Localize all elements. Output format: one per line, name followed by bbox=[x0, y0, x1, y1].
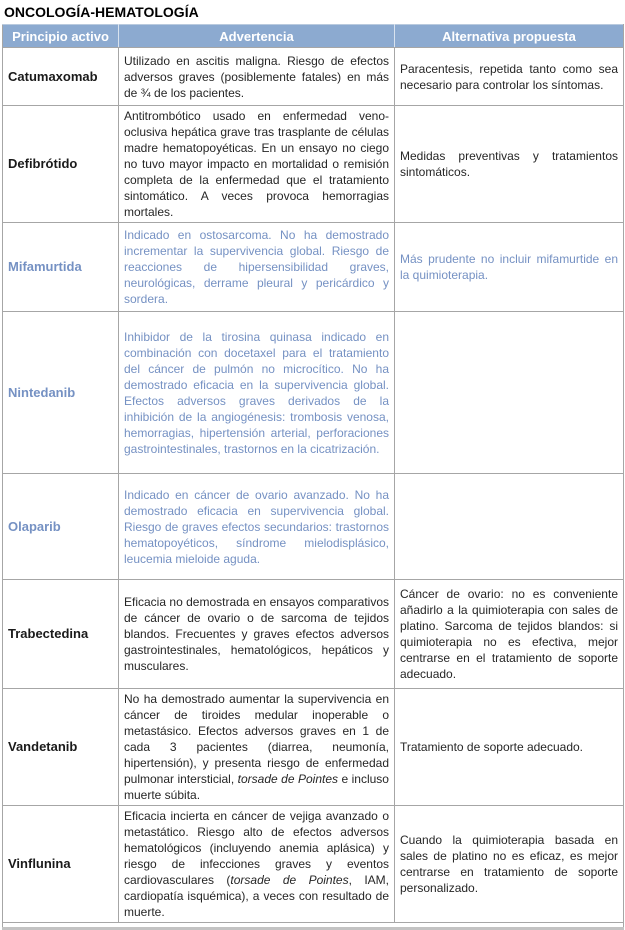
drug-warnings-table bbox=[2, 24, 624, 930]
warning-cell bbox=[119, 474, 395, 580]
warning-text-italic: torsade de Pointes bbox=[230, 873, 349, 887]
alternative-cell bbox=[395, 474, 624, 580]
table-row bbox=[3, 106, 624, 223]
drug-name-cell: Vandetanib bbox=[3, 689, 119, 806]
warning-cell bbox=[119, 106, 395, 223]
table-bottom-border bbox=[3, 923, 624, 929]
alternative-cell: Más prudente no incluir mifamurtide en la quimioterapia. bbox=[395, 223, 624, 312]
table-row bbox=[3, 806, 624, 923]
table-row bbox=[3, 580, 624, 689]
warning-text: Inhibidor de la tirosina quinasa indicado en combinación con docetaxel para el tratamiento del cáncer de pulmón no microcítico. No ha demostrado eficacia en la supervivencia global. Efectos adversos graves derivados de la inhibición de la angiogénesis: trombosis venosa, hemorragias, hipertensión arterial, perforaciones gastrointestinales, trastornos en la cicatrización. bbox=[124, 329, 389, 456]
table-row bbox=[3, 312, 624, 474]
warning-text: Eficacia no demostrada en ensayos comparativos de cáncer de ovario o de sarcoma de tejidos blandos. Frecuentes y graves efectos adversos gastrointestinales, hematológicos, hepáticos y musculares. bbox=[124, 595, 389, 673]
warning-text: Eficacia incierta en cáncer de vejiga avanzado o metastático. Riesgo alto de efectos adversos hematológicos (incluyendo anemia aplásica) y riesgo de infecciones graves y eventos cardiovasculares ( bbox=[124, 809, 389, 887]
table-header-row bbox=[3, 25, 624, 48]
drug-name-cell: Olaparib bbox=[3, 474, 119, 580]
table-header-alternativa-propuesta: Alternativa propuesta bbox=[395, 25, 624, 48]
alternative-cell: Medidas preventivas y tratamientos sintomáticos. bbox=[395, 106, 624, 223]
warning-text-italic: torsade de Pointes bbox=[237, 772, 338, 786]
warning-text: Indicado en ostosarcoma. No ha demostrado incrementar la supervivencia global. Riesgo de reacciones de hipersensibilidad graves, neurológicas, derrame pleural y pericárdico y sordera. bbox=[124, 228, 389, 306]
drug-name-cell: Vinflunina bbox=[3, 806, 119, 923]
warning-cell bbox=[119, 48, 395, 106]
table-header-principio-activo: Principio activo bbox=[3, 25, 119, 48]
drug-name-cell: Catumaxomab bbox=[3, 48, 119, 106]
table-row bbox=[3, 48, 624, 106]
alternative-cell: Cáncer de ovario: no es conveniente añadirlo a la quimioterapia con sales de platino. Sarcoma de tejidos blandos: si quimioterapia no es efectiva, mejor centrarse en el tratamiento de soporte adecuado. bbox=[395, 580, 624, 689]
alternative-cell: Tratamiento de soporte adecuado. bbox=[395, 689, 624, 806]
warning-cell bbox=[119, 580, 395, 689]
warning-text: Antitrombótico usado en enfermedad veno-oclusiva hepática grave tras trasplante de células madre hematopoyéticas. En un ensayo no ciego no tuvo mayor impacto en mortalidad o remisión completa de la enfermedad que el tratamiento sintomático. A veces provoca hemorragias mortales. bbox=[124, 109, 389, 219]
drug-name-cell: Mifamurtida bbox=[3, 223, 119, 312]
warning-text: No ha demostrado aumentar la supervivencia en cáncer de tiroides medular inoperable o metastásico. Efectos adversos graves en 1 de cada 3 pacientes (diarrea, neumonía, hipertensión), y presenta riesgo de enfermedad pulmonar intersticial, bbox=[124, 692, 389, 786]
alternative-cell: Cuando la quimioterapia basada en sales de platino no es eficaz, es mejor centrarse en tratamiento de soporte personalizado. bbox=[395, 806, 624, 923]
page-title: ONCOLOGÍA-HEMATOLOGÍA bbox=[4, 4, 199, 20]
warning-cell bbox=[119, 689, 395, 806]
warning-text: e incluso muerte súbita. bbox=[124, 772, 389, 802]
warning-cell bbox=[119, 806, 395, 923]
table-row bbox=[3, 474, 624, 580]
alternative-cell bbox=[395, 312, 624, 474]
drug-name-cell: Nintedanib bbox=[3, 312, 119, 474]
drug-name-cell: Trabectedina bbox=[3, 580, 119, 689]
alternative-cell: Paracentesis, repetida tanto como sea necesario para controlar los síntomas. bbox=[395, 48, 624, 106]
drug-name-cell: Defibrótido bbox=[3, 106, 119, 223]
warning-text: Utilizado en ascitis maligna. Riesgo de efectos adversos graves (posiblemente fatales) en más de ¾ de los pacientes. bbox=[124, 53, 389, 100]
table-row bbox=[3, 223, 624, 312]
table-row bbox=[3, 689, 624, 806]
warning-cell bbox=[119, 223, 395, 312]
warning-text: , IAM, cardiopatía isquémica), a veces con resultado de muerte. bbox=[124, 873, 389, 919]
table-header-advertencia: Advertencia bbox=[119, 25, 395, 48]
warning-cell bbox=[119, 312, 395, 474]
table-bottom-border-row bbox=[3, 923, 624, 929]
warning-text: Indicado en cáncer de ovario avanzado. No ha demostrado eficacia en supervivencia global. Riesgo de graves efectos secundarios: trastornos hematopoyéticos, síndrome mielodisplásico, leucemia mieloide aguda. bbox=[124, 487, 389, 566]
